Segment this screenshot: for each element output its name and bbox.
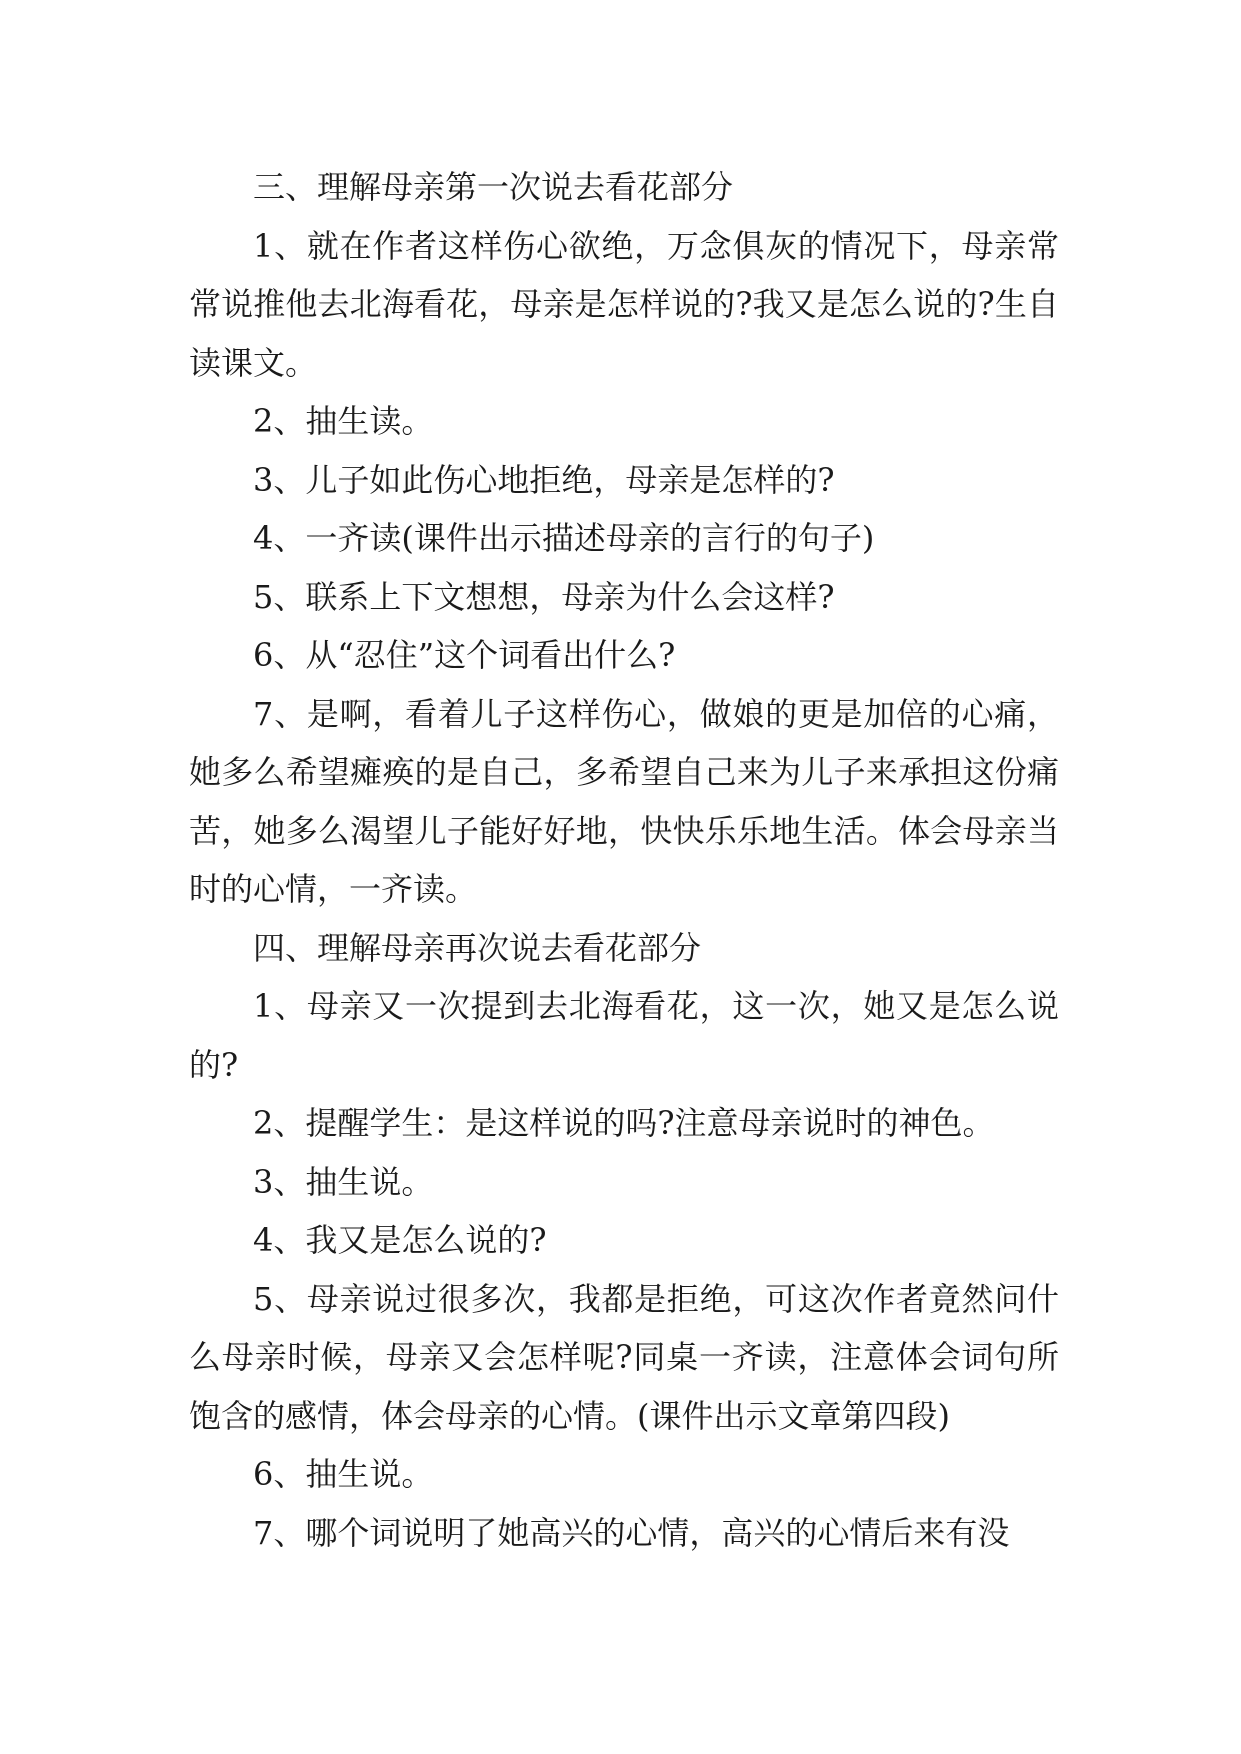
paragraph: 5、联系上下文想想，母亲为什么会这样? [253,577,835,616]
paragraph: 3、儿子如此伤心地拒绝，母亲是怎样的? [253,460,835,499]
paragraph: 2、抽生读。 [253,402,434,440]
paragraph: 7、哪个词说明了她高兴的心情，高兴的心情后来有没 [253,1513,1010,1552]
paragraph: 6、从“忍住”这个词看出什么? [253,636,676,674]
document-page [189,158,1059,1562]
paragraph: 5、母亲说过很多次，我都是拒绝，可这次作者竟然问什么母亲时候，母亲又会怎样呢?同桌一齐读，注意体会词句所饱含的感情，体会母亲的心情。(课件出示文章第四段) [189,1279,1059,1435]
section-heading-3: 三、理解母亲第一次说去看花部分 [253,168,734,206]
paragraph: 3、抽生说。 [253,1162,434,1201]
paragraph: 7、是啊，看着儿子这样伤心，做娘的更是加倍的心痛，她多么希望瘫痪的是自己，多希望自己来为儿子来承担这份痛苦，她多么渴望儿子能好好地，快快乐乐地生活。体会母亲当时的心情，一齐读。 [189,694,1059,908]
paragraph: 6、抽生说。 [253,1455,434,1493]
paragraph: 4、一齐读(课件出示描述母亲的言行的句子) [253,519,875,557]
paragraph: 1、就在作者这样伤心欲绝，万念俱灰的情况下，母亲常常说推他去北海看花，母亲是怎样说的?我又是怎么说的?生自读课文。 [189,226,1059,382]
paragraph: 1、母亲又一次提到去北海看花，这一次，她又是怎么说的? [189,987,1059,1084]
paragraph: 4、我又是怎么说的? [253,1221,547,1259]
paragraph: 2、提醒学生：是这样说的吗?注意母亲说时的神色。 [253,1104,995,1142]
section-heading-4: 四、理解母亲再次说去看花部分 [253,928,702,967]
